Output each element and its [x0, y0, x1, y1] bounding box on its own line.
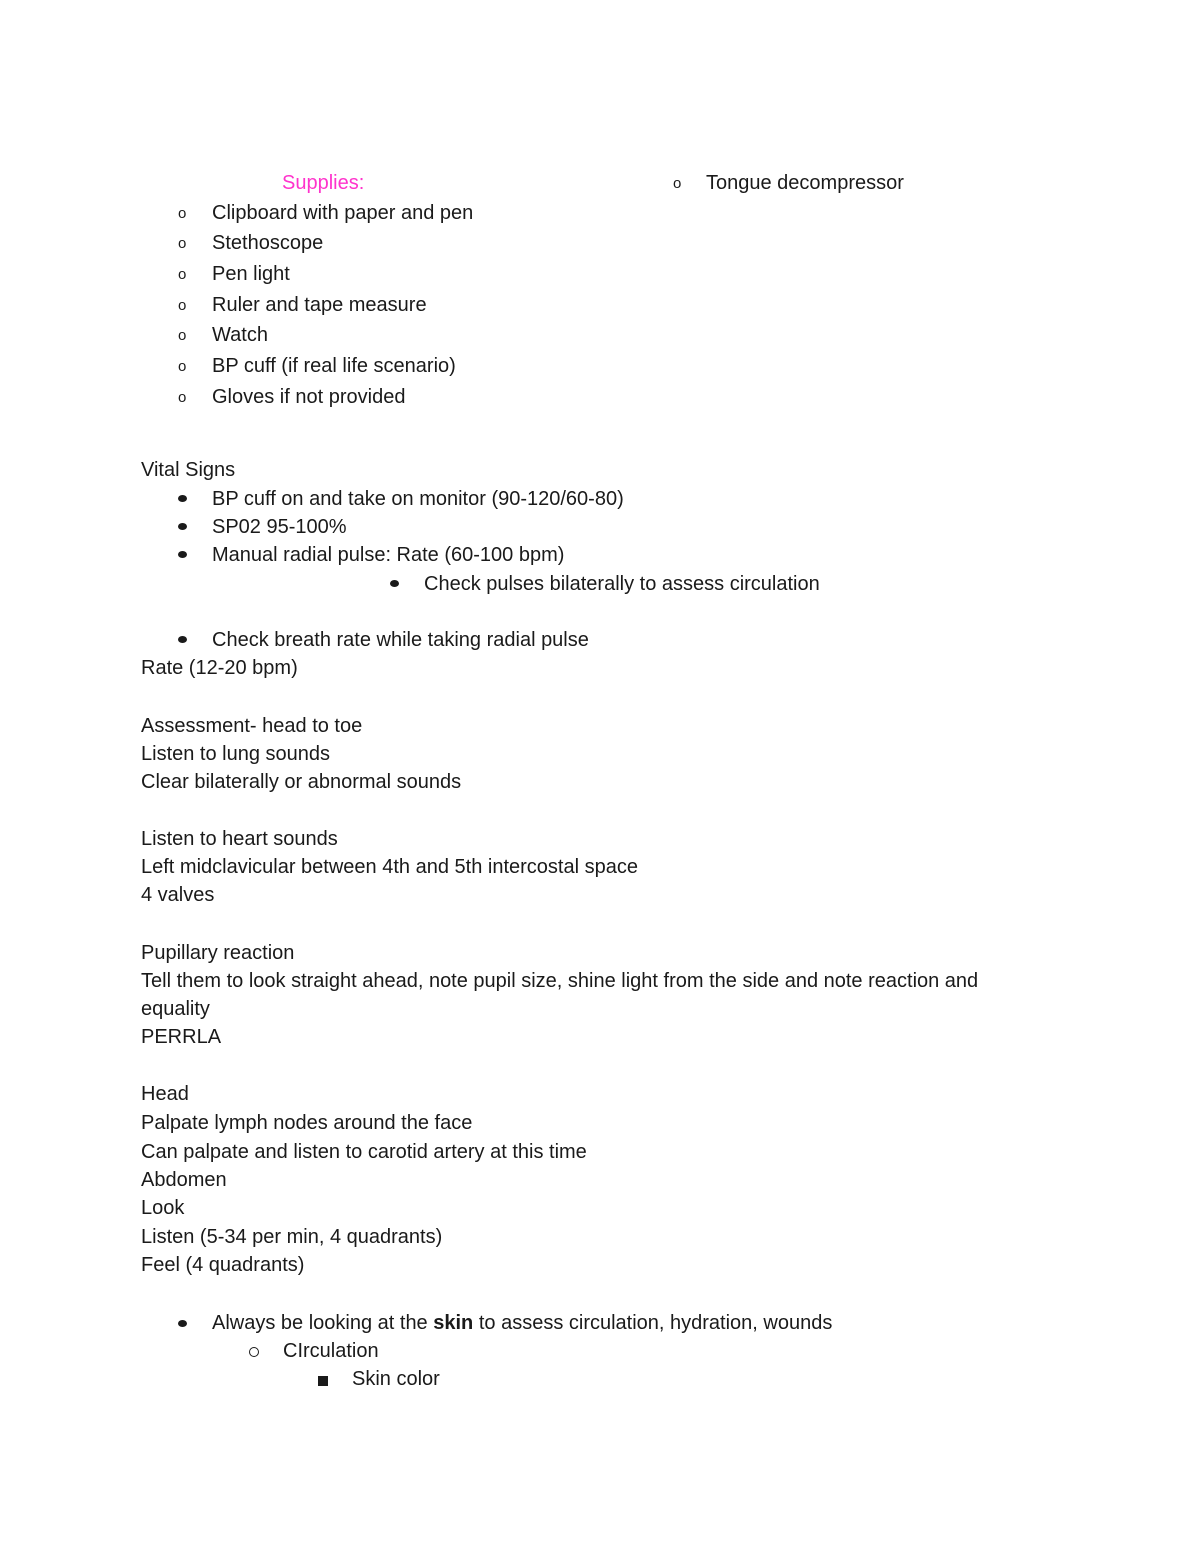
bullet-hollow-circle-icon: [249, 1347, 259, 1357]
list-item: Stethoscope: [212, 232, 324, 254]
text-line: PERRLA: [141, 1026, 222, 1048]
list-item: BP cuff on and take on monitor (90-120/60-80): [212, 488, 624, 510]
list-item: Check pulses bilaterally to assess circulation: [424, 573, 820, 595]
list-item: BP cuff (if real life scenario): [212, 355, 456, 377]
bullet-disc-icon: [178, 1320, 187, 1327]
supplies-right-item: Tongue decompressor: [706, 172, 904, 194]
list-marker-circle-icon: o: [673, 175, 682, 192]
bullet-disc-icon: [178, 551, 187, 558]
list-item: Manual radial pulse: Rate (60-100 bpm): [212, 544, 565, 566]
list-item: SP02 95-100%: [212, 516, 347, 538]
bullet-disc-icon: [178, 636, 187, 643]
bullet-disc-icon: [178, 523, 187, 530]
list-marker-circle-icon: o: [178, 235, 187, 252]
list-item: Gloves if not provided: [212, 386, 406, 408]
bullet-square-icon: [318, 1376, 328, 1386]
list-item: CIrculation: [283, 1340, 379, 1362]
list-item: Pen light: [212, 263, 290, 285]
text-line: Abdomen: [141, 1169, 227, 1191]
list-item: Watch: [212, 324, 268, 346]
text-line: Tell them to look straight ahead, note pupil size, shine light from the side and note reaction and: [141, 970, 979, 992]
text-line: Listen (5-34 per min, 4 quadrants): [141, 1226, 443, 1248]
list-marker-circle-icon: o: [178, 266, 187, 283]
list-item: Clipboard with paper and pen: [212, 202, 474, 224]
list-item: Ruler and tape measure: [212, 294, 427, 316]
text-line: Listen to lung sounds: [141, 743, 331, 765]
list-marker-circle-icon: o: [178, 358, 187, 375]
text-line: Left midclavicular between 4th and 5th intercostal space: [141, 856, 638, 878]
list-marker-circle-icon: o: [178, 389, 187, 406]
text-line: Clear bilaterally or abnormal sounds: [141, 771, 462, 793]
bullet-disc-icon: [390, 580, 399, 587]
list-marker-circle-icon: o: [178, 297, 187, 314]
bullet-disc-icon: [178, 495, 187, 502]
text-line: Palpate lymph nodes around the face: [141, 1112, 473, 1134]
text-line: Pupillary reaction: [141, 942, 295, 964]
supplies-heading: Supplies:: [282, 172, 365, 194]
text-line: 4 valves: [141, 884, 215, 906]
vital-signs-heading: Vital Signs: [141, 459, 236, 481]
text-line: Head: [141, 1083, 189, 1105]
list-marker-circle-icon: o: [178, 327, 187, 344]
list-item: Check breath rate while taking radial pulse: [212, 629, 589, 651]
text-line: Look: [141, 1197, 185, 1219]
text-line: Listen to heart sounds: [141, 828, 338, 850]
skin-line: [212, 1313, 832, 1333]
rate-text: Rate (12-20 bpm): [141, 657, 298, 679]
skin-suffix: to assess circulation, hydration, wounds: [473, 1312, 833, 1334]
skin-prefix: Always be looking at the: [212, 1312, 434, 1334]
text-line: Feel (4 quadrants): [141, 1254, 305, 1276]
skin-bold: skin: [433, 1312, 474, 1334]
list-item: Skin color: [352, 1368, 440, 1390]
list-marker-circle-icon: o: [178, 205, 187, 222]
text-line: Can palpate and listen to carotid artery at this time: [141, 1141, 587, 1163]
text-line: equality: [141, 998, 210, 1020]
assessment-heading: Assessment- head to toe: [141, 715, 363, 737]
